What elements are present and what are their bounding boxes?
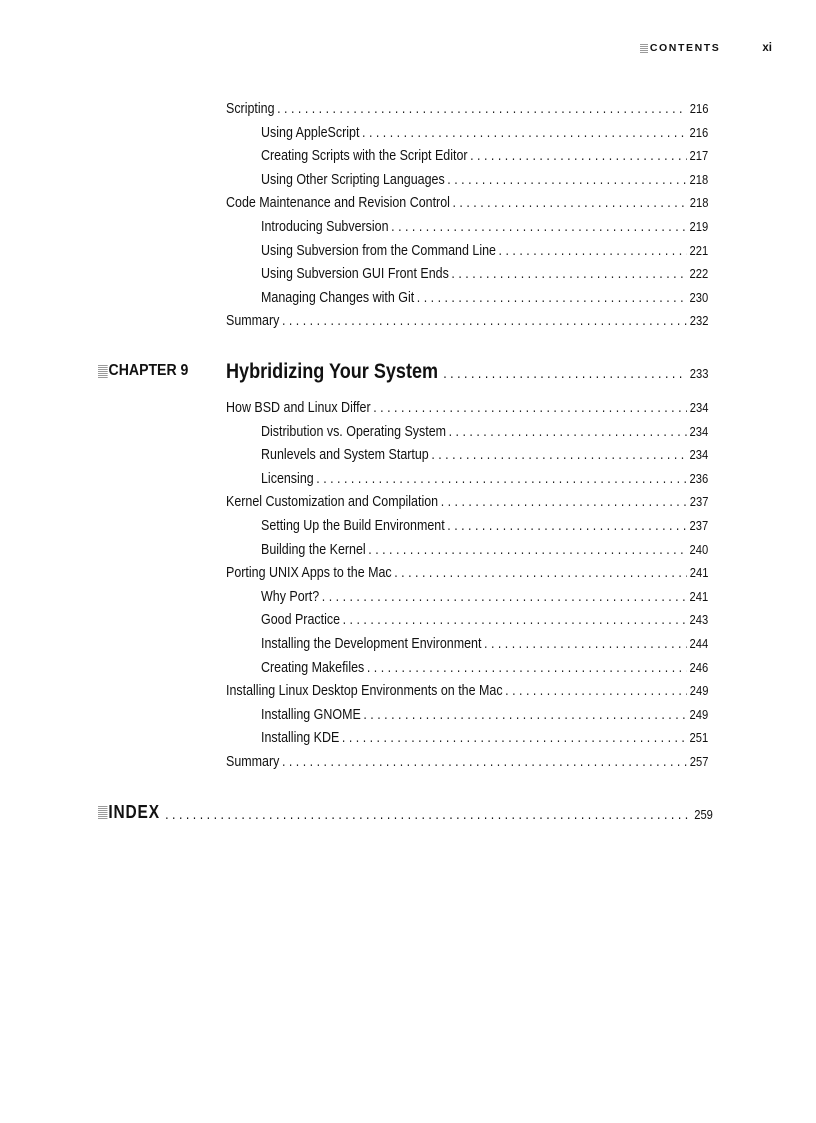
toc-entry-title: Using Subversion from the Command Line [261,242,496,259]
toc-entry-title: Code Maintenance and Revision Control [226,195,450,212]
toc-subsection-entry[interactable] [261,658,708,678]
toc-entry-page: 217 [689,148,709,164]
index-entry[interactable] [98,800,713,824]
toc-entry-title: Setting Up the Build Environment [261,518,445,534]
dot-leader [447,516,687,536]
dot-leader [373,398,687,418]
dot-leader [443,361,684,387]
dot-leader [368,540,687,560]
dot-leader [316,469,687,489]
chapter-title: Hybridizing Your System [226,360,439,383]
toc-subsection-entry[interactable] [261,469,708,489]
dot-leader [282,311,687,331]
toc-entry-title: Building the Kernel [261,541,366,558]
dot-leader [452,193,687,213]
toc-entry-page: 241 [689,565,709,581]
toc-entry-page: 232 [689,313,709,329]
toc-entry-title: Installing the Development Environment [261,636,482,652]
toc-entry-title: Installing KDE [261,730,340,747]
toc-entry-title: Kernel Customization and Compilation [226,494,439,511]
toc-entry-page: 237 [689,518,709,533]
toc-entry-title: Summary [226,313,280,330]
toc-entry-title: Creating Makefiles [261,659,365,676]
toc-entry-title: How BSD and Linux Differ [226,400,371,416]
toc-section-entry[interactable] [226,752,708,772]
toc-section-entry[interactable] [226,563,708,583]
chapter-heading-entry[interactable] [226,359,708,385]
chapter-marker-icon [98,364,108,378]
toc-entry-title: Managing Changes with Git [261,289,415,306]
toc-entry-title: Summary [226,754,280,770]
dot-leader [417,288,687,308]
dot-leader [277,99,687,119]
dot-leader [447,170,687,190]
toc-entry-page: 249 [689,706,709,722]
chapter-label [98,362,188,380]
toc-entry-title: Distribution vs. Operating System [261,423,447,440]
toc-subsection-entry[interactable] [261,587,708,607]
toc-entry-title: Using Other Scripting Languages [261,171,445,188]
toc-entry-page: 249 [689,683,709,699]
toc-subsection-entry[interactable] [261,146,708,166]
toc-section-entry[interactable] [226,193,708,213]
toc-entry-title: Introducing Subversion [261,219,389,235]
toc-entry-title: Scripting [226,101,275,117]
section-marker-icon [640,44,648,53]
toc-subsection-entry[interactable] [261,516,708,536]
toc-entry-title: Installing Linux Desktop Environments on the Mac [226,683,503,700]
dot-leader [484,634,687,654]
toc-entry-title: Porting UNIX Apps to the Mac [226,565,392,582]
toc-subsection-entry[interactable] [261,264,708,284]
toc-entry-page: 243 [689,612,709,628]
dot-leader [362,123,687,143]
dot-leader [449,422,687,442]
toc-entry-page: 234 [689,400,709,415]
toc-entry-page: 218 [689,195,709,211]
toc-entry-page: 216 [689,124,709,140]
dot-leader [451,264,687,284]
toc-subsection-entry[interactable] [261,170,708,190]
toc-subsection-entry[interactable] [261,217,708,237]
toc-section-entry[interactable] [226,99,708,119]
dot-leader [470,146,687,166]
toc-entry-page: 219 [689,219,709,234]
dot-leader [505,681,687,701]
dot-leader [363,705,687,725]
page-number: xi [762,42,772,54]
toc-subsection-entry[interactable] [261,123,708,143]
dot-leader [431,445,687,465]
toc-section-entry[interactable] [226,398,708,418]
toc-entry-page: 216 [689,101,709,116]
toc-entry-page: 244 [689,636,709,651]
toc-entry-title: Using AppleScript [261,124,360,141]
dot-leader [282,752,687,772]
dot-leader [441,492,688,512]
toc-entry-title: Creating Scripts with the Script Editor [261,148,468,165]
toc-entry-page: 257 [689,754,709,769]
toc-entry-title: Installing GNOME [261,706,361,723]
toc-entry-page: 218 [689,171,709,187]
toc-entry-title: Good Practice [261,612,341,629]
toc-entry-title: Licensing [261,470,314,487]
index-title: INDEX [108,802,160,822]
toc-entry-title: Runlevels and System Startup [261,447,429,464]
toc-subsection-entry[interactable] [261,610,708,630]
toc-subsection-entry[interactable] [261,445,708,465]
toc-section-entry[interactable] [226,492,708,512]
toc-entry-page: 234 [689,447,709,463]
toc-section-entry[interactable] [226,311,708,331]
dot-leader [165,803,689,827]
toc-entry-page: 221 [689,242,709,258]
toc-entry-page: 246 [689,659,709,675]
dot-leader [367,658,687,678]
dot-leader [391,217,687,237]
dot-leader [322,587,687,607]
toc-entry-page: 237 [689,494,709,510]
toc-section-entry[interactable] [226,681,708,701]
toc-entry-page: 230 [689,289,709,305]
toc-subsection-entry[interactable] [261,728,708,748]
toc-subsection-entry[interactable] [261,634,708,654]
index-heading [98,800,160,824]
toc-entry-page: 241 [689,588,709,604]
toc-subsection-entry[interactable] [261,705,708,725]
toc-subsection-entry[interactable] [261,288,708,308]
chapter-page: 233 [689,366,709,381]
toc-entry-title: Using Subversion GUI Front Ends [261,266,449,283]
toc-entry-title: Why Port? [261,588,320,605]
index-marker-icon [98,805,107,819]
index-page: 259 [694,807,713,822]
toc-subsection-entry[interactable] [261,241,708,261]
toc-entry-page: 234 [689,423,709,439]
dot-leader [499,241,687,261]
running-head-title: CONTENTS [649,42,721,54]
chapter-number: CHAPTER 9 [108,362,189,379]
dot-leader [343,610,687,630]
toc-entry-page: 251 [689,730,709,746]
dot-leader [342,728,687,748]
dot-leader [394,563,687,583]
toc-entry-page: 236 [689,470,709,486]
toc-subsection-entry[interactable] [261,422,708,442]
toc-entry-page: 240 [689,541,709,557]
toc-entry-page: 222 [689,266,709,282]
running-head [640,42,772,54]
toc-subsection-entry[interactable] [261,540,708,560]
